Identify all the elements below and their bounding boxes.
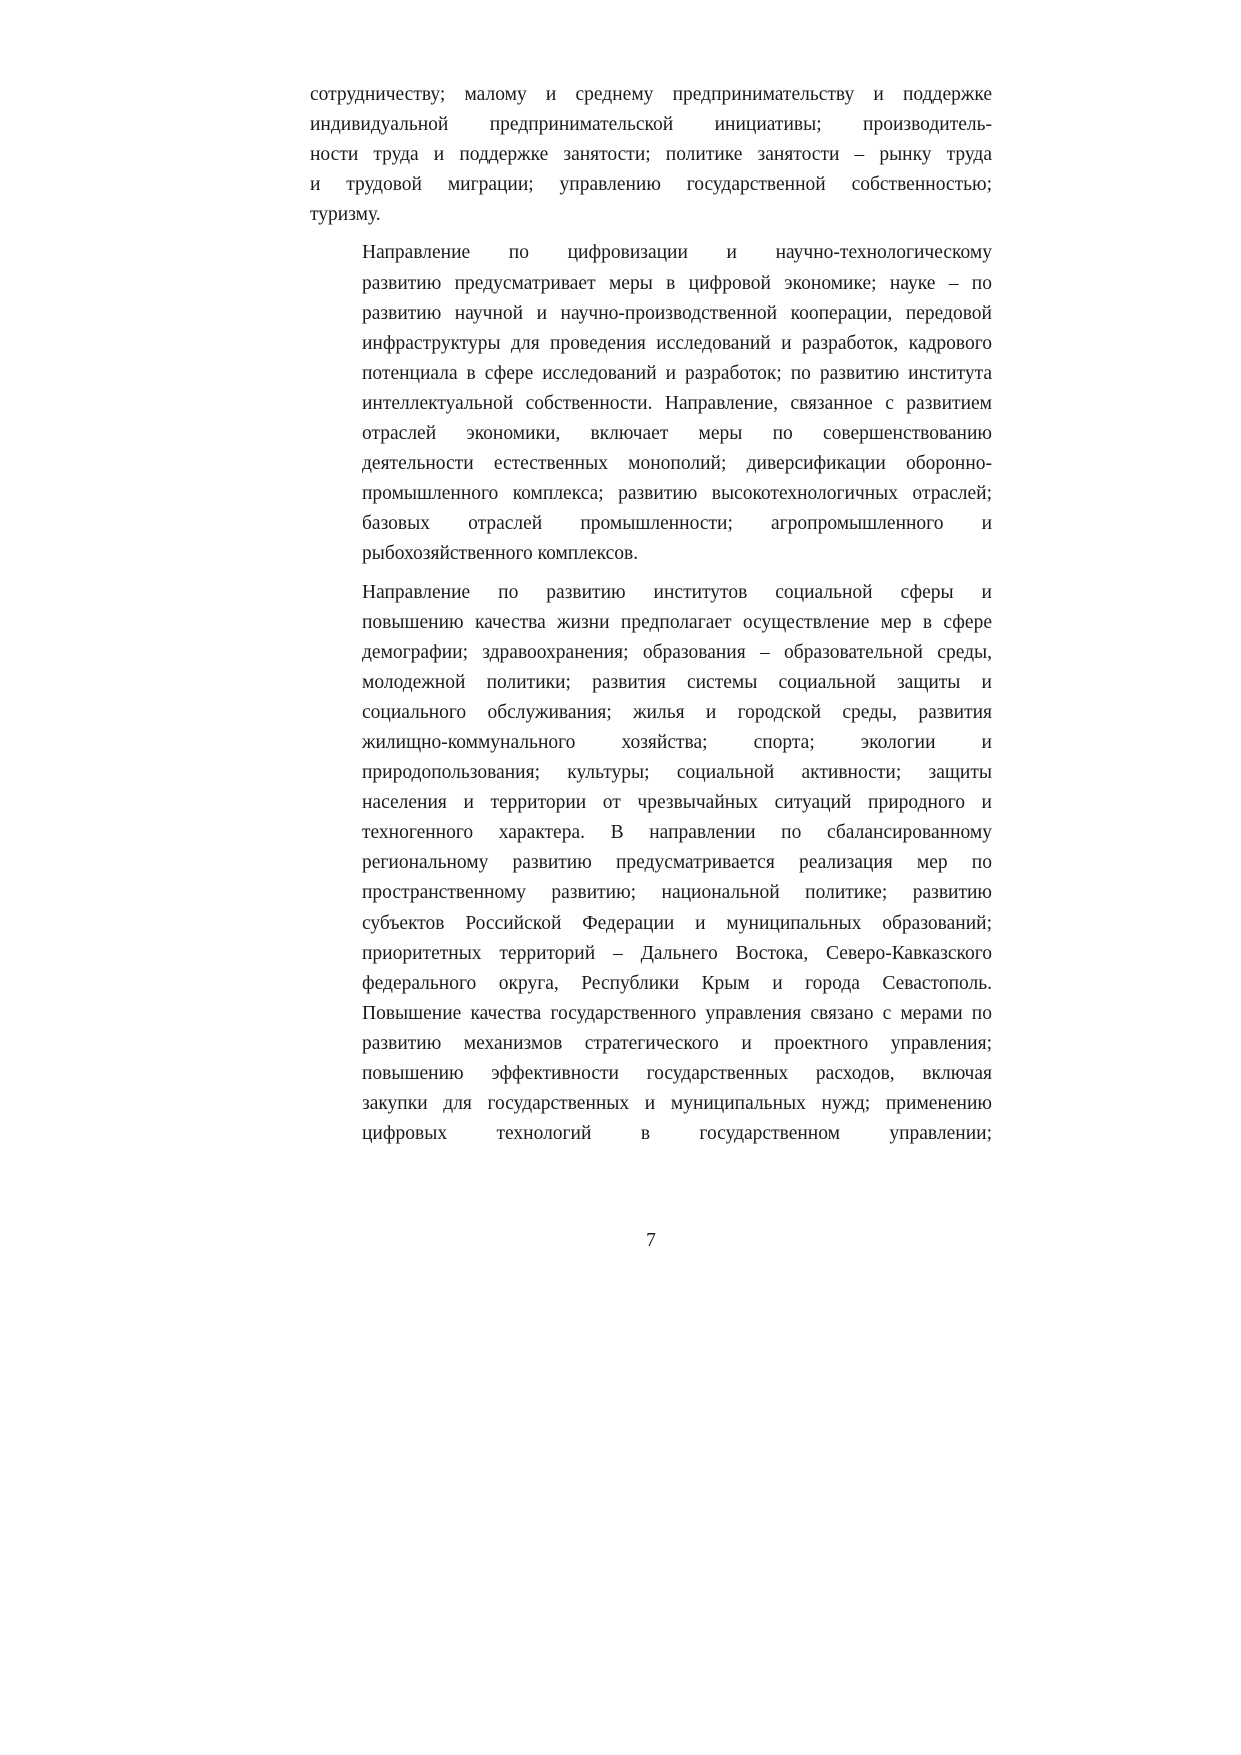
text-line: развитию предусматривает меры в цифровой экономике; науке – по bbox=[362, 272, 992, 294]
text-line: региональному развитию предусматривается реализация мер по bbox=[362, 852, 992, 874]
page-number: 7 bbox=[646, 1230, 656, 1251]
text-line: федерального округа, Республики Крым и города Севастополь. bbox=[362, 972, 992, 994]
text-line: ности труда и поддержке занятости; политике занятости – рынку труда bbox=[310, 144, 992, 166]
text-line: рыбохозяйственного комплексов. bbox=[362, 543, 639, 565]
paragraph bbox=[310, 238, 992, 569]
text-line: повышению качества жизни предполагает осуществление мер в сфере bbox=[362, 611, 992, 633]
text-line: сотрудничеству; малому и среднему предпринимательству и поддержке bbox=[310, 84, 992, 105]
text-line: Направление по цифровизации и научно-технологическому bbox=[362, 242, 992, 264]
text-line: цифровых технологий в государственном управлении; bbox=[362, 1123, 992, 1145]
paragraph bbox=[310, 578, 992, 1150]
text-line: туризму. bbox=[310, 204, 381, 226]
text-line: деятельности естественных монополий; диверсификации оборонно- bbox=[362, 453, 992, 475]
text-line: закупки для государственных и муниципальных нужд; применению bbox=[362, 1093, 992, 1115]
text-line: отраслей экономики, включает меры по совершенствованию bbox=[362, 423, 992, 445]
paragraph bbox=[310, 80, 992, 230]
text-line: потенциала в сфере исследований и разработок; по развитию института bbox=[362, 362, 992, 384]
text-line: и трудовой миграции; управлению государственной собственностью; bbox=[310, 174, 992, 196]
text-line: повышению эффективности государственных расходов, включая bbox=[362, 1063, 992, 1084]
text-line: жилищно-коммунального хозяйства; спорта; экологии и bbox=[362, 731, 992, 753]
body-text bbox=[310, 80, 992, 1149]
text-line: инфраструктуры для проведения исследований и разработок, кадрового bbox=[362, 332, 992, 354]
text-line: интеллектуальной собственности. Направление, связанное с развитием bbox=[362, 392, 992, 414]
text-line: развитию механизмов стратегического и проектного управления; bbox=[362, 1032, 992, 1054]
text-line: техногенного характера. В направлении по сбалансированному bbox=[362, 822, 992, 844]
text-line: Повышение качества государственного управления связано с мерами по bbox=[362, 1002, 992, 1024]
text-line: природопользования; культуры; социальной активности; защиты bbox=[362, 762, 992, 784]
text-line: молодежной политики; развития системы социальной защиты и bbox=[362, 671, 992, 693]
text-line: развитию научной и научно-производственной кооперации, передовой bbox=[362, 302, 992, 324]
text-line: субъектов Российской Федерации и муниципальных образований; bbox=[362, 912, 992, 934]
text-line: пространственному развитию; национальной политике; развитию bbox=[362, 882, 992, 904]
text-line: демографии; здравоохранения; образования – образовательной среды, bbox=[362, 641, 992, 663]
document-page bbox=[310, 80, 992, 1251]
text-line: индивидуальной предпринимательской инициативы; производитель- bbox=[310, 114, 992, 136]
text-line: базовых отраслей промышленности; агропромышленного и bbox=[362, 513, 992, 535]
text-line: промышленного комплекса; развитию высокотехнологичных отраслей; bbox=[362, 483, 992, 505]
text-line: социального обслуживания; жилья и городской среды, развития bbox=[362, 701, 992, 723]
text-line: населения и территории от чрезвычайных ситуаций природного и bbox=[362, 792, 992, 814]
text-line: Направление по развитию институтов социальной сферы и bbox=[362, 581, 992, 603]
text-line: приоритетных территорий – Дальнего Востока, Северо-Кавказского bbox=[362, 942, 992, 964]
